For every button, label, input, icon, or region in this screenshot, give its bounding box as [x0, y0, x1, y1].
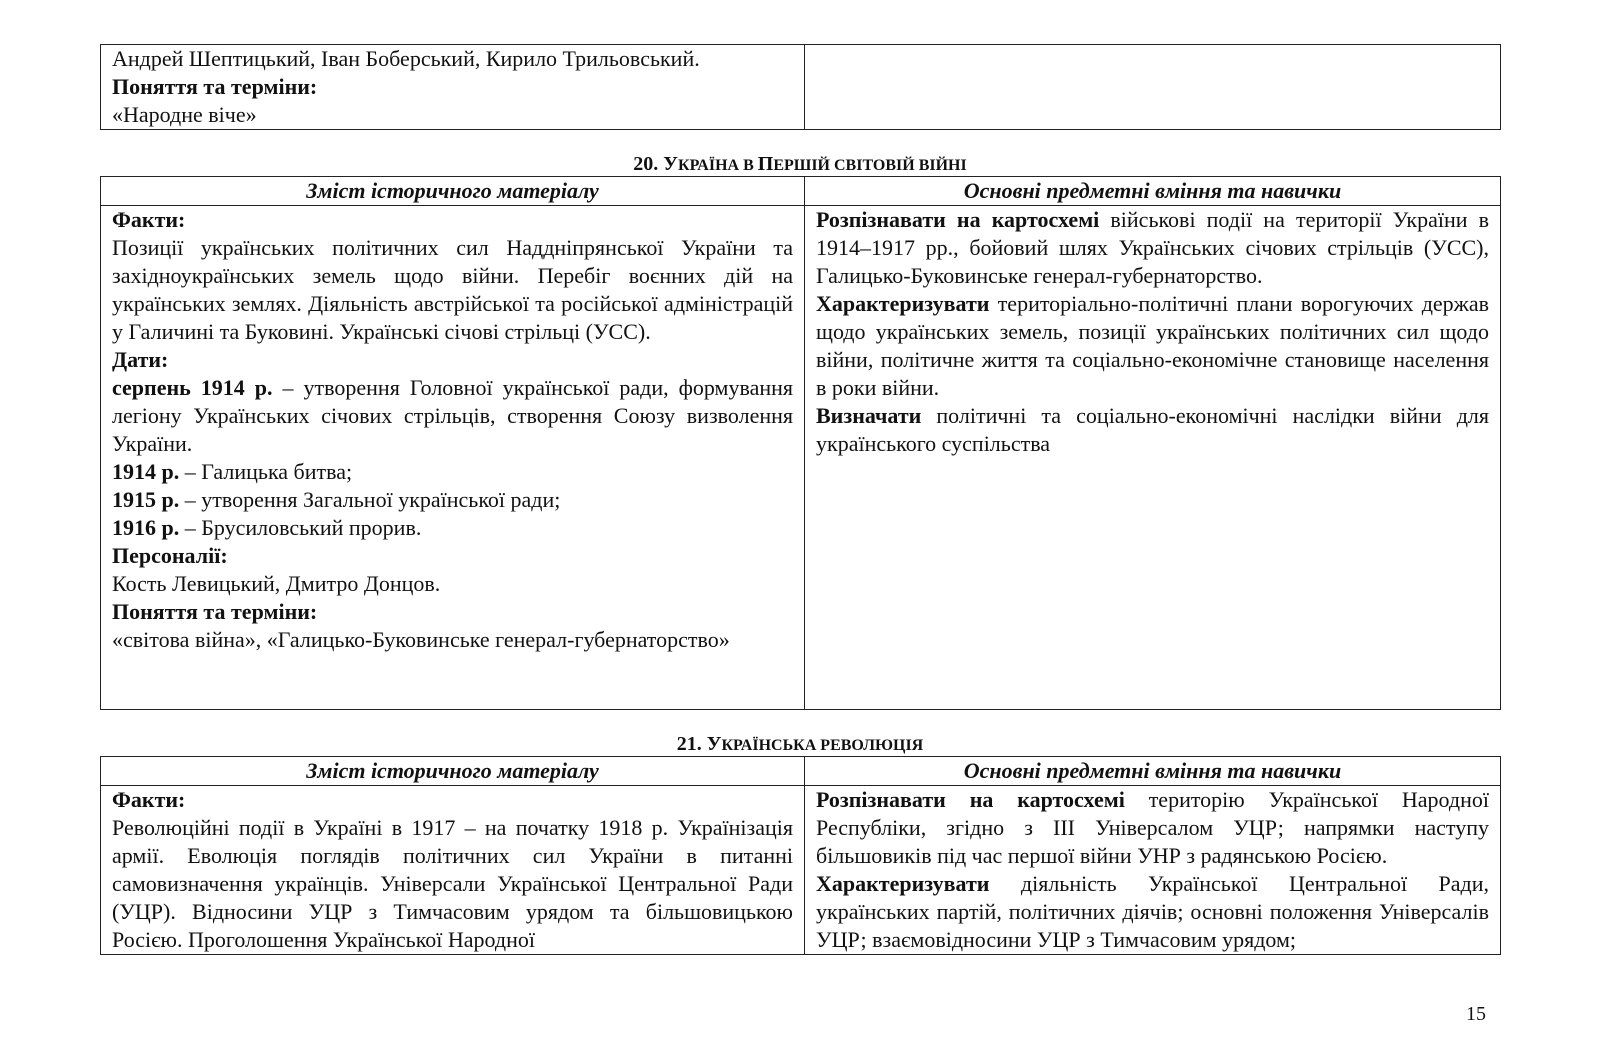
page-number: 15 [1466, 1003, 1486, 1025]
section-20-title: 20. УКРАЇНА В ПЕРШІЙ СВІТОВІЙ ВІЙНІ [633, 153, 967, 175]
continuation-left-cell [101, 45, 805, 130]
date-entry: серпень 1914 р. – утворення Головної української ради, формування легіону Українських січових стрільців, створення Союзу визволення України. [112, 375, 793, 456]
terms-text: «світова війна», «Галицько-Буковинське генерал-губернаторство» [112, 627, 730, 652]
section-21-table [100, 756, 1501, 955]
section-20-table [100, 176, 1501, 710]
facts-text: Революційні події в Україні в 1917 – на початку 1918 р. Українізація армії. Еволюція поглядів політичних сил України в питанні самовизначення українців. Універсали Української Центральної Ради (УЦР). Відносини УЦР з Тимчасовим урядом та більшовицькою Росією. Проголошення Української Народної [112, 815, 793, 952]
skill-item: Характеризувати діяльність Української Центральної Ради, українських партій, політичних діячів; основні положення Універсалів УЦР; взаємовідносини УЦР з Тимчасовим урядом; [816, 871, 1489, 952]
col-header-skills: Основні предметні вміння та навички [805, 177, 1501, 206]
skill-item: Визначати політичні та соціально-економічні наслідки війни для українського суспільства [816, 403, 1489, 456]
facts-text: Позиції українських політичних сил Наддніпрянської України та західноукраїнських земель щодо війни. Перебіг воєнних дій на українських землях. Діяльність австрійської та російської адміністрацій у Галичині та Буковині. Українські січові стрільці (УСС). [112, 235, 793, 344]
section-21-title: 21. УКРАЇНСЬКА РЕВОЛЮЦІЯ [676, 733, 924, 755]
facts-label: Факти: [112, 207, 186, 232]
skill-item: Розпізнавати на картосхемі військові події на території України в 1914–1917 рр., бойовий шлях Українських січових стрільців (УСС), Галицько-Буковинське генерал-губернаторство. [816, 207, 1489, 288]
dates-label: Дати: [112, 347, 169, 372]
content-cell [101, 786, 805, 955]
terms-label: Поняття та терміни: [112, 74, 318, 99]
facts-label: Факти: [112, 787, 186, 812]
persons-label: Персоналії: [112, 543, 228, 568]
continuation-right-cell [805, 45, 1501, 130]
col-header-content: Зміст історичного матеріалу [101, 757, 805, 786]
date-entry: 1914 р. – Галицька битва; [112, 459, 353, 484]
skill-item: Розпізнавати на картосхемі територію Української Народної Республіки, згідно з ІІІ Універсалом УЦР; напрямки наступу більшовиків під час першої війни УНР з радянською Росією. [816, 787, 1489, 868]
skills-cell [805, 786, 1501, 955]
col-header-content: Зміст історичного матеріалу [101, 177, 805, 206]
content-cell-inner [112, 786, 793, 954]
content-cell [101, 206, 805, 710]
persons-text: Кость Левицький, Дмитро Донцов. [112, 571, 441, 596]
date-entry: 1916 р. – Брусиловський прорив. [112, 515, 422, 540]
skill-item: Характеризувати територіально-політичні плани ворогуючих держав щодо українських земель, позиції українських політичних сил щодо війни, політичне життя та соціально-економічне становище населення в роки війни. [816, 291, 1489, 400]
date-entry: 1915 р. – утворення Загальної української ради; [112, 487, 561, 512]
continuation-table [100, 44, 1501, 130]
terms-label: Поняття та терміни: [112, 599, 318, 624]
col-header-skills: Основні предметні вміння та навички [805, 757, 1501, 786]
terms-text: «Народне віче» [112, 102, 257, 127]
skills-cell-inner [816, 786, 1489, 954]
skills-cell [805, 206, 1501, 710]
document-page [100, 44, 1500, 955]
persons-line: Андрей Шептицький, Іван Боберський, Кирило Трильовський. [112, 46, 700, 71]
